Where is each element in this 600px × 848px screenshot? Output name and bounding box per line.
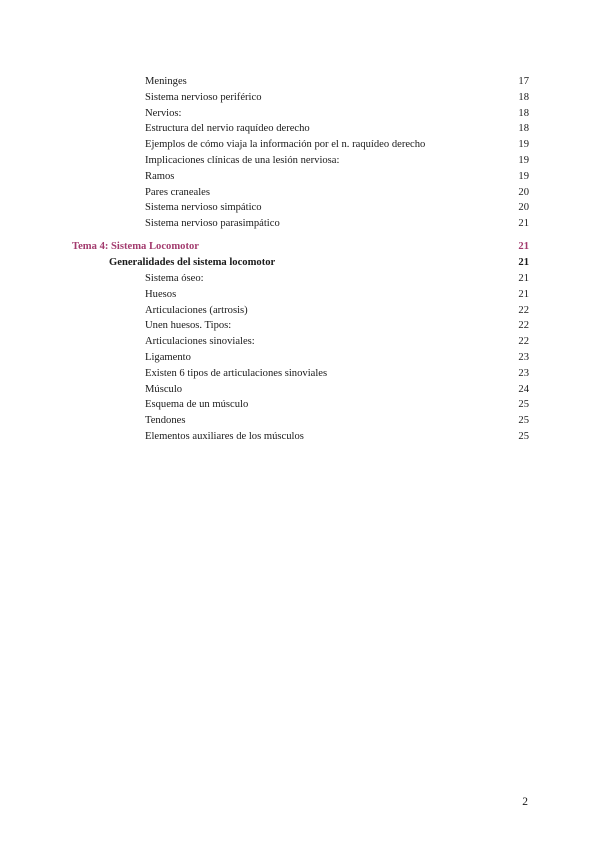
toc-entry-label: Sistema óseo: [145, 273, 204, 285]
toc-entry[interactable] [0, 169, 600, 185]
toc-entry-page: 25 [518, 399, 529, 411]
toc-entry-page: 21 [518, 288, 529, 300]
toc-entry[interactable] [0, 350, 600, 366]
toc-entry[interactable] [0, 429, 600, 445]
toc-entry[interactable] [0, 382, 600, 398]
toc-entry-label: Articulaciones (artrosis) [145, 304, 248, 316]
toc-entry-label: Unen huesos. Tipos: [145, 320, 232, 332]
toc-entry-label: Existen 6 tipos de articulaciones sinoviales [145, 367, 328, 379]
toc-chapter-entry[interactable] [0, 239, 600, 255]
toc-entry-label: Implicaciones clínicas de una lesión nerviosa: [145, 154, 340, 166]
toc-entry-label: Estructura del nervio raquídeo derecho [145, 123, 310, 135]
toc-entry-page: 19 [518, 170, 529, 182]
toc-entry-label: Elementos auxiliares de los músculos [145, 431, 304, 443]
toc-entry-page: 23 [518, 367, 529, 379]
toc-entry[interactable] [0, 153, 600, 169]
toc-entry[interactable] [0, 318, 600, 334]
toc-entry-page: 21 [518, 218, 529, 230]
toc-entry-page: 24 [518, 383, 529, 395]
toc-entry-label: Ejemplos de cómo viaja la información por el n. raquídeo derecho [145, 139, 426, 151]
toc-entry-page: 22 [518, 304, 529, 316]
toc-entry[interactable] [0, 413, 600, 429]
toc-entry-page: 21 [518, 273, 529, 285]
spacer [0, 232, 600, 240]
toc-entry-page: 22 [518, 336, 529, 348]
toc-entry[interactable] [0, 121, 600, 137]
toc-entry[interactable] [0, 137, 600, 153]
toc-entry[interactable] [0, 303, 600, 319]
toc-entry-label: Sistema nervioso periférico [145, 91, 262, 103]
toc-entry-label: Esquema de un músculo [145, 399, 249, 411]
toc-entry-label: Huesos [145, 288, 177, 300]
toc-entry-page: 18 [518, 91, 529, 103]
toc-entry[interactable] [0, 334, 600, 350]
toc-entry-page: 25 [518, 415, 529, 427]
toc-entry-page: 22 [518, 320, 529, 332]
toc-entry-page: 18 [518, 107, 529, 119]
toc-group-locomotor-system [0, 271, 600, 445]
toc-chapter-page: 21 [518, 241, 529, 253]
toc-entry-page: 23 [518, 352, 529, 364]
toc-entry-page: 18 [518, 123, 529, 135]
toc-entry-page: 19 [518, 154, 529, 166]
toc-entry-label: Músculo [145, 383, 183, 395]
toc-chapter-label: Tema 4: Sistema Locomotor [72, 241, 200, 253]
toc-entry[interactable] [0, 185, 600, 201]
toc-entry-page: 20 [518, 202, 529, 214]
toc-section-page: 21 [518, 257, 529, 269]
toc-section-label: Generalidades del sistema locomotor [109, 257, 276, 269]
toc-entry[interactable] [0, 397, 600, 413]
toc-entry-label: Tendones [145, 415, 186, 427]
toc-entry-label: Articulaciones sinoviales: [145, 336, 255, 348]
toc-entry-page: 17 [518, 76, 529, 87]
toc-entry[interactable] [0, 271, 600, 287]
toc-entry-label: Pares craneales [145, 186, 210, 198]
toc-entry[interactable] [0, 287, 600, 303]
toc-entry-label: Meninges [145, 76, 187, 87]
toc-entry[interactable] [0, 200, 600, 216]
toc-entry[interactable] [0, 74, 600, 90]
toc-entry-label: Nervios: [145, 107, 182, 119]
toc-entry-label: Sistema nervioso simpático [145, 202, 262, 214]
table-of-contents [0, 74, 600, 445]
toc-entry[interactable] [0, 106, 600, 122]
toc-section-entry[interactable] [0, 255, 600, 271]
toc-group-nervous-system [0, 74, 600, 232]
toc-entry-page: 25 [518, 431, 529, 443]
toc-entry[interactable] [0, 90, 600, 106]
toc-entry[interactable] [0, 366, 600, 382]
toc-entry-label: Sistema nervioso parasimpático [145, 218, 280, 230]
toc-entry-label: Ligamento [145, 352, 191, 364]
toc-entry-page: 19 [518, 139, 529, 151]
toc-entry[interactable] [0, 216, 600, 232]
page-number: 2 [522, 796, 528, 808]
toc-entry-label: Ramos [145, 170, 175, 182]
toc-entry-page: 20 [518, 186, 529, 198]
